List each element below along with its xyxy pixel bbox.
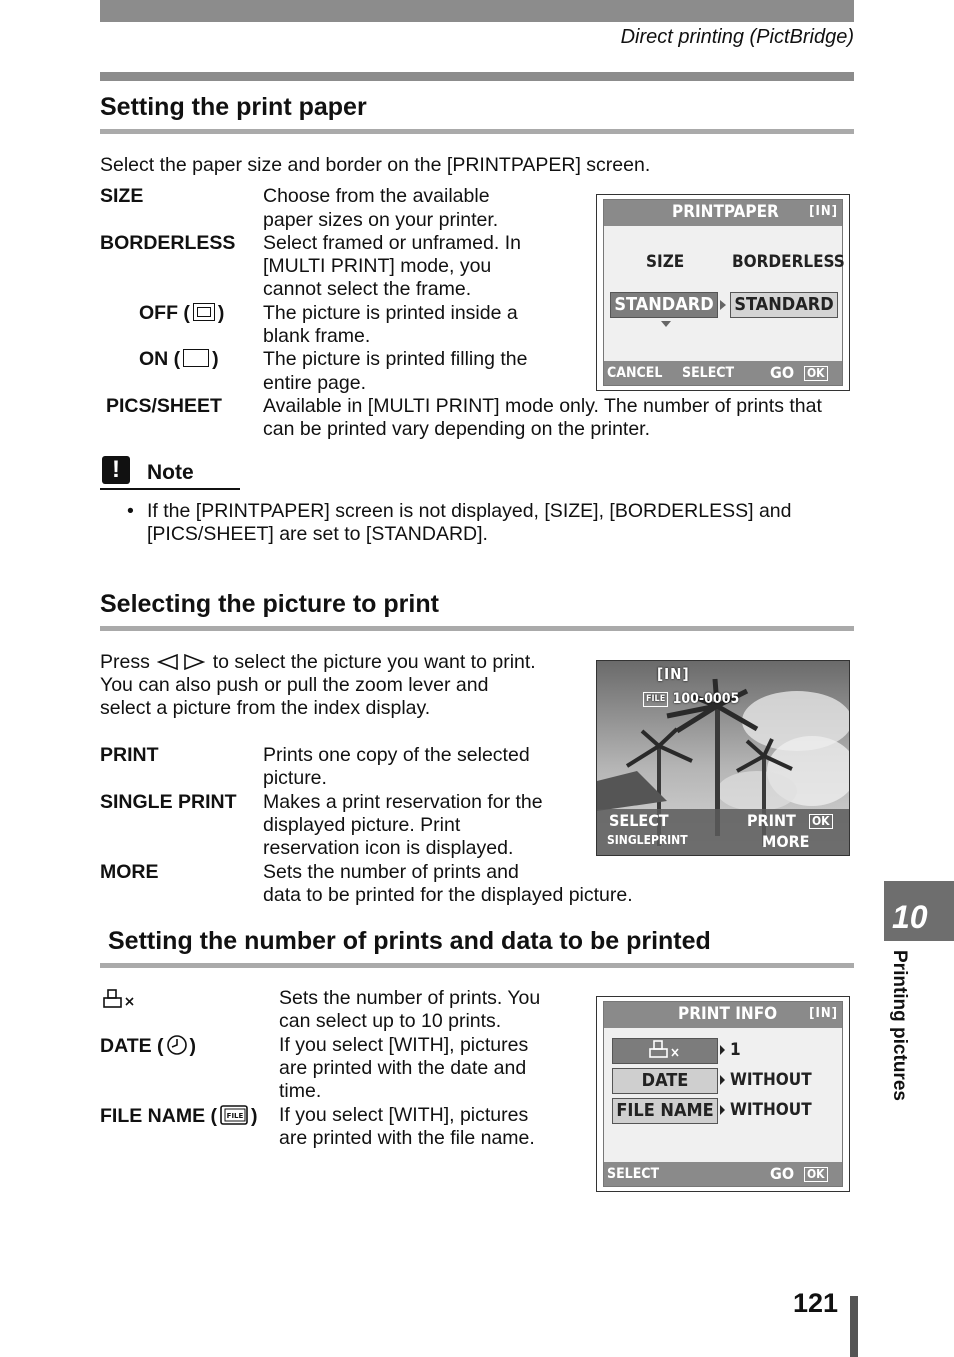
term-date-end: ) — [189, 1035, 197, 1057]
term-file-name — [100, 1104, 258, 1132]
section-rule — [100, 626, 854, 631]
more-label: MORE — [762, 832, 810, 851]
chapter-tab — [884, 881, 954, 941]
section2-intro-2: You can also push or pull the zoom lever and — [100, 674, 489, 696]
desc-single-1: Makes a print reservation for the — [263, 791, 543, 813]
size-option[interactable]: STANDARD — [610, 292, 718, 318]
svg-text:FILE: FILE — [226, 1112, 244, 1120]
header-bar — [100, 0, 854, 22]
note-underline — [100, 488, 240, 490]
date-value: WITHOUT — [730, 1070, 812, 1090]
photo-screen — [596, 660, 850, 856]
col-size: SIZE — [646, 252, 685, 272]
note-icon: ! — [102, 456, 130, 484]
screen-title-bar — [604, 200, 842, 226]
desc-pics-1: Available in [MULTI PRINT] mode only. The number of prints that — [263, 395, 822, 417]
memory-badge: [IN] — [809, 204, 838, 219]
unframed-icon — [183, 349, 209, 367]
term-on — [139, 348, 219, 371]
chapter-label: Printing pictures — [889, 950, 910, 1101]
desc-borderless-1: Select framed or unframed. In — [263, 232, 521, 254]
desc-on-1: The picture is printed filling the — [263, 348, 528, 370]
file-icon: FILE — [643, 692, 668, 707]
desc-on-2: entire page. — [263, 372, 366, 394]
term-single-print: SINGLE PRINT — [100, 791, 237, 813]
section2-intro-3: select a picture from the index display. — [100, 697, 431, 719]
term-date — [100, 1034, 196, 1062]
footer-go: GO — [770, 363, 795, 382]
desc-file-2: are printed with the file name. — [279, 1127, 535, 1149]
print-label: PRINT — [747, 811, 796, 830]
term-size: SIZE — [100, 185, 144, 207]
section1-intro: Select the paper size and border on the [PRINTPAPER] screen. — [100, 154, 651, 176]
desc-date-1: If you select [WITH], pictures — [279, 1034, 529, 1056]
file-number — [643, 691, 739, 707]
footer-cancel: CANCEL — [607, 365, 663, 381]
footer-go: GO — [770, 1164, 795, 1183]
print-count-icon — [102, 988, 136, 1015]
section-title-prints-data: Setting the number of prints and data to be printed — [108, 927, 711, 955]
desc-count-1: Sets the number of prints. You — [279, 987, 541, 1009]
desc-single-3: reservation icon is displayed. — [263, 837, 514, 859]
term-off-end: ) — [217, 302, 225, 324]
term-print: PRINT — [100, 744, 159, 766]
ok-button-icon: OK — [809, 814, 833, 829]
right-arrow-icon — [720, 300, 726, 310]
desc-borderless-3: cannot select the frame. — [263, 278, 472, 300]
right-arrow-icon — [720, 1105, 725, 1115]
page-number-bar — [850, 1296, 858, 1357]
screen-footer — [604, 1162, 842, 1186]
note-text-1: If the [PRINTPAPER] screen is not displayed, [SIZE], [BORDERLESS] and — [147, 500, 792, 522]
print-count-option[interactable] — [612, 1038, 718, 1064]
note-label: Note — [147, 461, 194, 484]
desc-single-2: displayed picture. Print — [263, 814, 461, 836]
print-info-screen — [596, 996, 850, 1192]
screen-footer — [604, 361, 842, 385]
page-number: 121 — [793, 1288, 839, 1318]
intro-press: Press — [100, 651, 150, 673]
desc-size-1: Choose from the available — [263, 185, 490, 207]
memory-badge: [IN] — [809, 1006, 838, 1021]
term-borderless: BORDERLESS — [100, 232, 236, 254]
right-arrow-icon — [720, 1045, 725, 1055]
chapter-number: 10 — [892, 899, 928, 935]
desc-print-2: picture. — [263, 767, 327, 789]
desc-count-2: can select up to 10 prints. — [279, 1010, 502, 1032]
printpaper-screen — [596, 194, 850, 391]
screen-title: PRINT INFO — [678, 1004, 778, 1024]
footer-select: SELECT — [682, 365, 735, 381]
borderless-option[interactable]: STANDARD — [730, 292, 838, 318]
photo-footer — [597, 809, 849, 855]
section-title-select-picture: Selecting the picture to print — [100, 590, 439, 618]
intro-rest: to select the picture you want to print. — [212, 651, 536, 673]
desc-size-2: paper sizes on your printer. — [263, 209, 499, 231]
file-icon — [219, 1104, 249, 1132]
desc-off-1: The picture is printed inside a — [263, 302, 518, 324]
right-arrow-icon — [720, 1075, 725, 1085]
down-arrow-icon — [661, 321, 671, 327]
term-on-label: ON ( — [139, 348, 181, 370]
framed-icon — [193, 303, 215, 321]
desc-file-1: If you select [WITH], pictures — [279, 1104, 529, 1126]
desc-off-2: blank frame. — [263, 325, 371, 347]
date-option[interactable]: DATE — [612, 1068, 718, 1094]
term-file-end: ) — [251, 1105, 258, 1127]
desc-borderless-2: [MULTI PRINT] mode, you — [263, 255, 492, 277]
desc-date-2: are printed with the date and — [279, 1057, 527, 1079]
col-borderless: BORDERLESS — [732, 252, 845, 272]
running-title: Direct printing (PictBridge) — [620, 26, 854, 48]
desc-print-1: Prints one copy of the selected — [263, 744, 530, 766]
desc-more-2: data to be printed for the displayed picture. — [263, 884, 633, 906]
term-off — [139, 302, 224, 325]
section-top-bar — [100, 72, 854, 81]
clock-icon — [166, 1034, 188, 1062]
section-title-print-paper: Setting the print paper — [100, 93, 367, 121]
ok-button-icon: OK — [804, 1167, 828, 1182]
section-rule — [100, 963, 854, 968]
file-number-value: 100-0005 — [672, 691, 740, 707]
print-count-value: 1 — [730, 1040, 741, 1060]
screen-title-bar — [604, 1002, 842, 1028]
note-bullet: • — [127, 500, 134, 522]
screen-title: PRINTPAPER — [672, 202, 779, 222]
desc-date-3: time. — [279, 1080, 322, 1102]
select-label: SELECT — [609, 811, 669, 830]
footer-select: SELECT — [607, 1166, 660, 1182]
file-name-option[interactable]: FILE NAME — [612, 1098, 718, 1124]
desc-more-1: Sets the number of prints and — [263, 861, 519, 883]
desc-pics-2: can be printed vary depending on the printer. — [263, 418, 651, 440]
memory-badge: [IN] — [657, 665, 690, 683]
term-date-label: DATE ( — [100, 1035, 164, 1057]
term-pics-sheet: PICS/SHEET — [106, 395, 222, 417]
singleprint-label: SINGLEPRINT — [607, 833, 688, 847]
term-more: MORE — [100, 861, 159, 883]
file-name-value: WITHOUT — [730, 1100, 812, 1120]
section-rule — [100, 129, 854, 134]
note-text-2: [PICS/SHEET] are set to [STANDARD]. — [147, 523, 488, 545]
term-file-label: FILE NAME ( — [100, 1105, 217, 1127]
ok-button-icon: OK — [804, 366, 828, 381]
term-off-label: OFF ( — [139, 302, 190, 324]
term-on-end: ) — [212, 348, 219, 370]
